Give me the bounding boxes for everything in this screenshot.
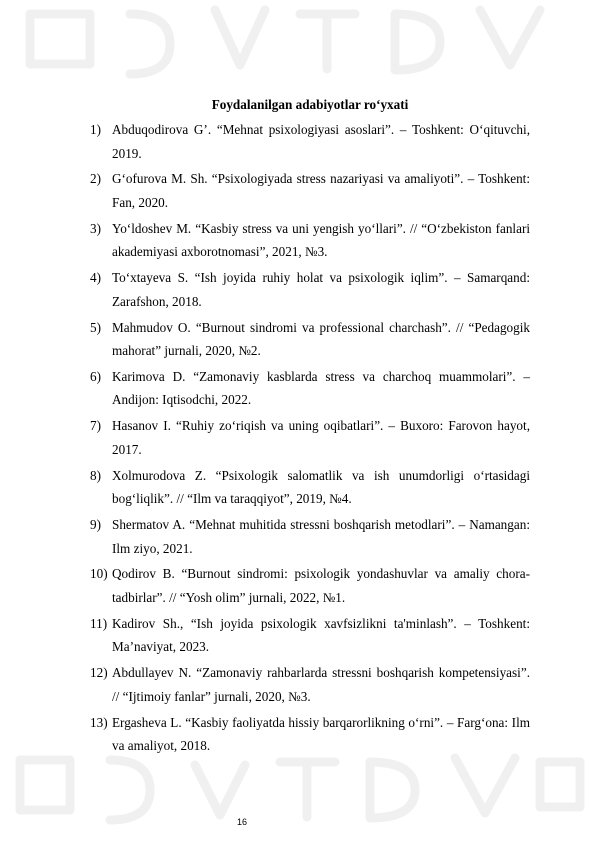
reference-list (90, 118, 530, 760)
list-item-number: 4) (90, 270, 101, 286)
list-item (90, 167, 530, 214)
list-item-text: G‘ofurova M. Sh. “Psixologiyada stress nazariyasi va amaliyoti”. – Toshkent: Fan, 2020. (112, 171, 530, 210)
page-title: Foydalanilgan adabiyotlar ro‘yxati (211, 97, 409, 112)
list-item-number: 2) (90, 171, 101, 187)
list-item-text: Mahmudov O. “Burnout sindromi va professional charchash”. // “Pedagogik mahorat” jurnali, 2020, №2. (112, 319, 530, 359)
list-item-number: 1) (90, 122, 101, 137)
list-item (90, 562, 530, 609)
list-item (90, 118, 530, 165)
list-item (90, 217, 530, 264)
list-item-number: 9) (90, 517, 101, 532)
list-item-number: 7) (90, 418, 101, 434)
list-item (90, 711, 530, 758)
list-item-text: Qodirov B. “Burnout sindromi: psixologik yondashuvlar va amaliy chora-tadbirlar”. // “Yosh olim” jurnali, 2022, №1. (112, 566, 530, 605)
list-item-text: Karimova D. “Zamonaviy kasblarda stress va charchoq muammolari”. – Andijon: Iqtisodchi, 2022. (112, 368, 530, 408)
list-item-text: Hasanov I. “Ruhiy zo‘riqish va uning oqibatlari”. – Buxoro: Farovon hayot, 2017. (112, 418, 530, 457)
list-item-number: 10) (90, 566, 108, 582)
list-item-text: Abduqodirova G’. “Mehnat psixologiyasi asoslari”. – Toshkent: O‘qituvchi, 2019. (112, 122, 530, 161)
list-item-number: 11) (90, 615, 108, 631)
list-item-text: Ergasheva L. “Kasbiy faoliyatda hissiy barqarorlikning o‘rni”. – Farg‘ona: Ilm va amaliyot, 2018. (112, 714, 530, 754)
list-item (90, 612, 530, 659)
list-item-text: Yo‘ldoshev M. “Kasbiy stress va uni yengish yo‘llari”. // “O‘zbekiston fanlari akademiyasi axborotnomasi”, 2021, №3. (112, 220, 530, 260)
list-item-number: 3) (90, 220, 101, 236)
list-item-number: 8) (90, 467, 101, 483)
list-item-text: Abdullayev N. “Zamonaviy rahbarlarda stressni boshqarish kompetensiyasi”. // “Ijtimoiy fanlar” jurnali, 2020, №3. (112, 665, 530, 704)
list-item (90, 266, 530, 313)
list-item-text: To‘xtayeva S. “Ish joyida ruhiy holat va psixologik iqlim”. – Samarqand: Zarafshon, 2018. (112, 270, 530, 309)
list-item-text: Xolmurodova Z. “Psixologik salomatlik va ish unumdorligi o‘rtasidagi bog‘liqlik”. // “Ilm va taraqqiyot”, 2019, №4. (112, 467, 530, 507)
list-item (90, 661, 530, 708)
list-item (90, 464, 530, 511)
list-item-number: 6) (90, 368, 101, 384)
list-item-number: 13) (90, 714, 108, 730)
list-item (90, 316, 530, 363)
list-item-text: Shermatov A. “Mehnat muhitida stressni boshqarish metodlari”. – Namangan: Ilm ziyo, 2021. (112, 517, 530, 556)
list-item (90, 365, 530, 412)
list-item (90, 513, 530, 560)
list-item-text: Kadirov Sh., “Ish joyida psixologik xavfsizlikni ta'minlash”. – Toshkent: Ma’naviyat, 2023. (112, 615, 530, 655)
page-number: 16 (236, 817, 247, 827)
list-item (90, 414, 530, 461)
list-item-number: 12) (90, 665, 108, 681)
list-item-number: 5) (90, 319, 101, 335)
